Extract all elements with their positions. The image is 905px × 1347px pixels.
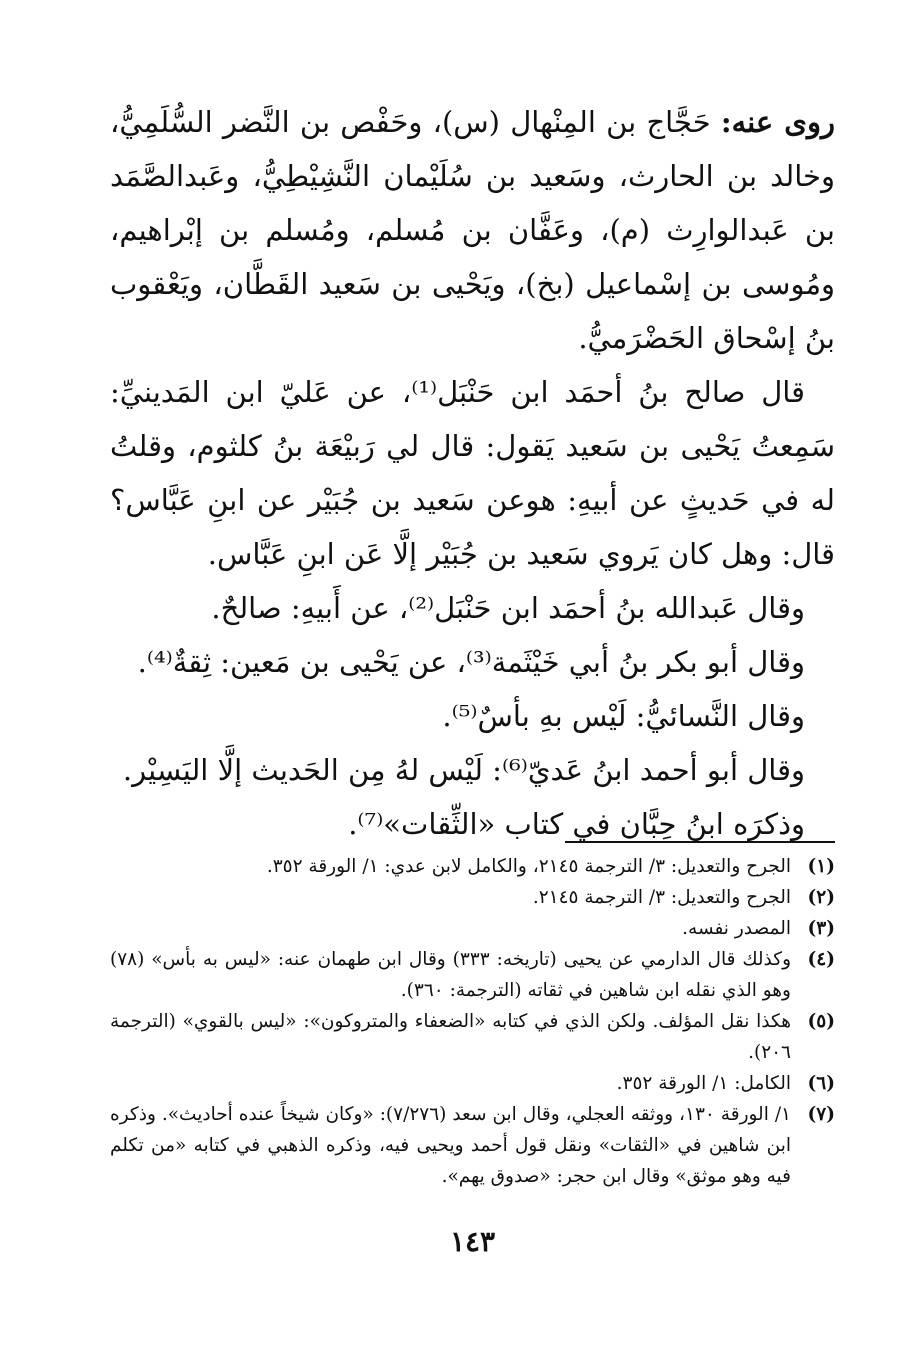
- page-number: ١٤٣: [449, 1225, 496, 1258]
- footnote-number: (٧): [807, 1104, 835, 1125]
- footnote-text: ١/ الورقة ١٣٠، ووثقه العجلي، وقال ابن سعد (٧/٢٧٦): «وكان شيخاً عنده أحاديث». وذكره ابن شاهين في «الثقات» ونقل قول أحمد ويحيى فيه، وذكره الذهبي في كتابه «من تكلم فيه وهو موثق» وقال ابن حجر: «صدوق يهم».: [110, 1104, 791, 1187]
- footnote-number: (٥): [807, 1011, 835, 1032]
- footnote-number: (١): [807, 856, 835, 877]
- footnote-item: [110, 882, 835, 913]
- footnote-number: (٦): [807, 1073, 835, 1094]
- footnote-text: الجرح والتعديل: ٣/ الترجمة ٢١٤٥.: [532, 887, 791, 908]
- narrators-list: حَجَّاج بن المِنْهال (س)، وحَفْص بن النَّضر السُّلَمِيُّ، وخالد بن الحارث، وسَعيد بن سُلَيْمان النَّشِيْطِيُّ، وعَبدالصَّمَد بن عَبدالوارِث (م)، وعَفَّان بن مُسلم، ومُسلم بن إبْراهيم، ومُوسى بن إسْماعيل (بخ)، ويَحْيى بن سَعيد القَطَّان، ويَعْقوب بنُ إسْحاق الحَضْرَميُّ.: [110, 105, 835, 355]
- footnote-text: الجرح والتعديل: ٣/ الترجمة ٢١٤٥، والكامل لابن عدي: ١/ الورقة ٣٥٢.: [266, 856, 791, 877]
- footnote-item: [110, 913, 835, 944]
- book-page: [110, 95, 835, 1305]
- paragraph-ibn-hibban: وذكرَه ابنُ حِبَّان في كتاب «الثِّقات»⁽⁷⁾.: [348, 807, 805, 841]
- paragraph-narrators: [110, 95, 835, 365]
- section-label: روى عنه:: [720, 105, 835, 139]
- footnote-divider: [565, 841, 835, 843]
- footnote-item: [110, 851, 835, 882]
- footnote-item: [110, 1006, 835, 1068]
- paragraph-nasai: وقال النَّسائيُّ: لَيْس بهِ بأسٌ⁽⁵⁾.: [442, 699, 805, 733]
- paragraph-ibn-adi: وقال أبو أحمد ابنُ عَديّ⁽⁶⁾: لَيْس لهُ مِن الحَديث إلَّا اليَسِيْر.: [122, 753, 805, 787]
- main-text: [110, 95, 835, 851]
- footnote-item: [110, 1099, 835, 1192]
- footnote-text: هكذا نقل المؤلف. ولكن الذي في كتابه «الضعفاء والمتروكون»: «ليس بالقوي» (الترجمة ٢٠٦).: [110, 1011, 791, 1063]
- footnotes: [110, 851, 835, 1192]
- footnote-number: (٤): [807, 949, 835, 970]
- footnote-item: [110, 944, 835, 1006]
- footnote-text: وكذلك قال الدارمي عن يحيى (تاريخه: ٣٣٣) وقال ابن طهمان عنه: «ليس به بأس» (٧٨) وهو الذي نقله ابن شاهين في ثقاته (الترجمة: ٣٦٠).: [110, 949, 792, 1001]
- footnote-text: الكامل: ١/ الورقة ٣٥٢.: [616, 1073, 791, 1094]
- paragraph-abu-bakr: وقال أبو بكر بنُ أبي خَيْثَمة⁽³⁾، عن يَحْيى بن مَعين: ثِقةٌ⁽⁴⁾.: [137, 645, 805, 679]
- footnote-number: (٣): [807, 918, 835, 939]
- paragraph-salih: قال صالح بنُ أحمَد ابن حَنْبَل⁽¹⁾، عن عَليّ ابن المَدينيِّ: سَمِعتُ يَحْيى بن سَعيد يَقول: قال لي رَبيْعَة بنُ كلثوم، وقلتُ له في حَديثٍ عن أبيهِ: هوعن سَعيد بن جُبَيْر عن ابنِ عَبَّاس؟ قال: وهل كان يَروي سَعيد بن جُبَيْر إلَّا عَن ابنِ عَبَّاس.: [110, 375, 835, 571]
- footnote-number: (٢): [807, 887, 835, 908]
- footnote-item: [110, 1068, 835, 1099]
- footnote-text: المصدر نفسه.: [682, 918, 791, 939]
- paragraph-abdullah: وقال عَبدالله بنُ أحمَد ابن حَنْبَل⁽²⁾، عن أَبيهِ: صالحٌ.: [211, 591, 805, 625]
